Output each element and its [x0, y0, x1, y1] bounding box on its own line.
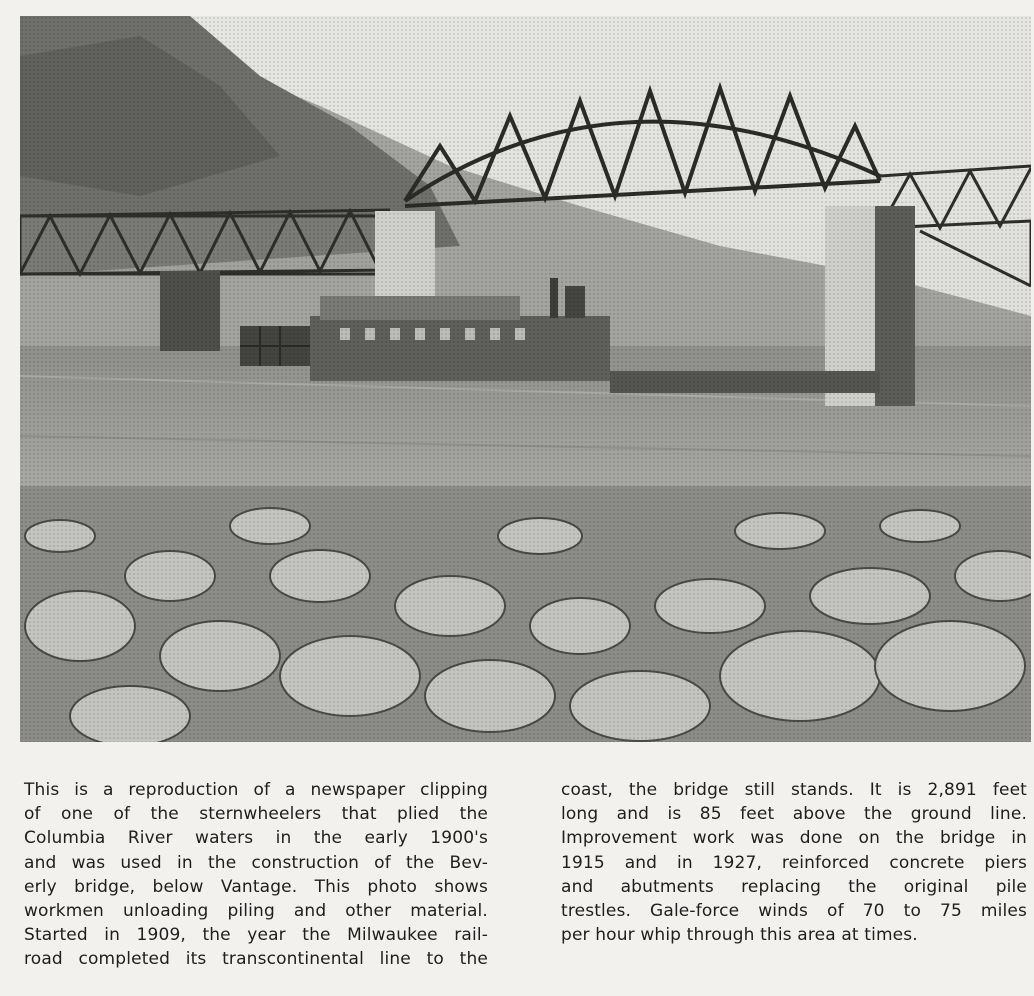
caption-line: and abutments replacing the original pile: [561, 876, 1027, 897]
caption-line: of one of the sternwheelers that plied the: [24, 804, 488, 825]
caption-line: workmen unloading piling and other material.: [24, 901, 488, 922]
bridge-photo-illustration: [20, 16, 1031, 742]
caption-line: This is a reproduction of a newspaper clipping: [24, 780, 488, 800]
caption-left-column: [24, 778, 488, 972]
caption-line: long and is 85 feet above the ground line.: [561, 804, 1027, 825]
caption-line: coast, the bridge still stands. It is 2,891 feet: [561, 780, 1027, 800]
caption-line: per hour whip through this area at times.: [561, 925, 918, 946]
historic-photo: [20, 16, 1031, 742]
caption-line: and was used in the construction of the Bev-: [24, 852, 488, 873]
caption-right-column: [561, 778, 1027, 947]
caption-line: 1915 and in 1927, reinforced concrete piers: [561, 852, 1027, 873]
caption-line: erly bridge, below Vantage. This photo shows: [24, 876, 488, 897]
caption-line: Columbia River waters in the early 1900's: [24, 828, 488, 849]
caption-line: Improvement work was done on the bridge in: [561, 828, 1027, 849]
caption-line: trestles. Gale-force winds of 70 to 75 miles: [561, 901, 1027, 922]
caption-line: road completed its transcontinental line to the: [24, 949, 488, 970]
caption-line: Started in 1909, the year the Milwaukee rail-: [24, 925, 488, 946]
